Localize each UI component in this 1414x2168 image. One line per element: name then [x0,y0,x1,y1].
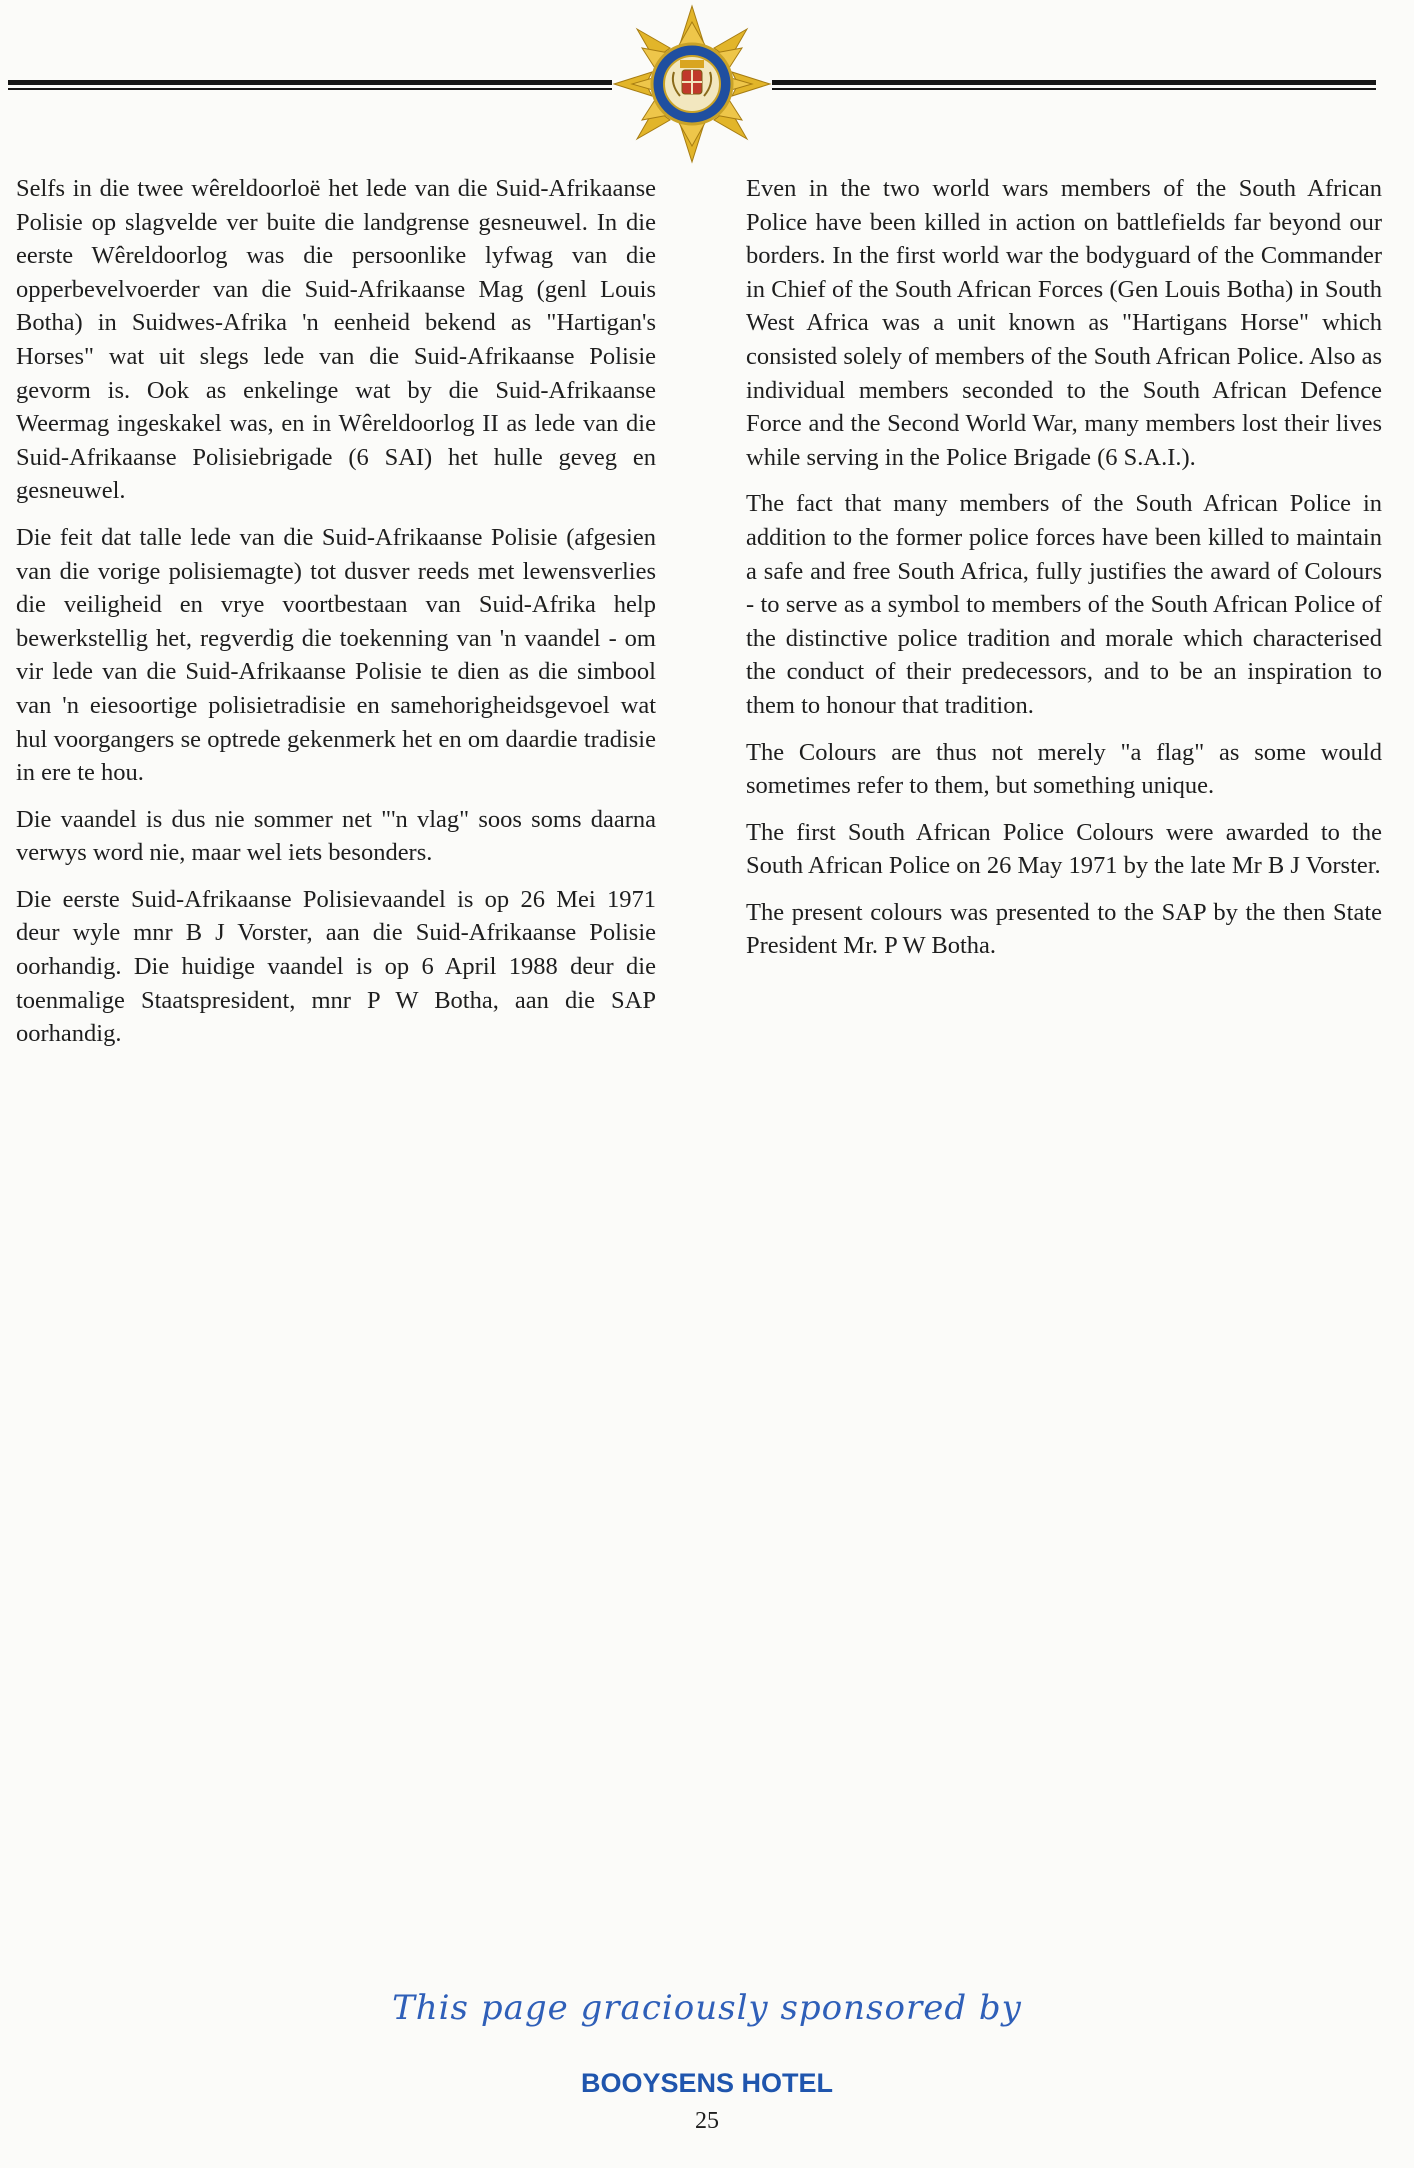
english-paragraph: Even in the two world wars members of the South African Police have been killed in action on battlefields far beyond our borders. In the first world war the bodyguard of the Commander in Chief of the South African Forces (Gen Louis Botha) in South West Africa was a unit known as "Hartigans Horse" which consisted solely of members of the South African Police. Also as individual members seconded to the South African Defence Force and the Second World War, many members lost their lives while serving in the Police Brigade (6 S.A.I.). [746,175,1382,471]
english-paragraph: The first South African Police Colours were awarded to the South African Police on 26 May 1971 by the late Mr B J Vorster. [746,818,1382,880]
english-column [746,172,1382,976]
header-rule-right [772,80,1376,92]
afrikaans-column [16,172,656,1064]
header-rule-left [8,80,612,92]
afrikaans-paragraph: Die feit dat talle lede van die Suid-Afrikaanse Polisie (afgesien van die vorige polisiemagte) tot dusver reeds met lewensverlies die veiligheid en vrye voortbestaan van Suid-Afrika help bewerkstellig het, regverdig die toekenning van 'n vaandel - om vir lede van die Suid-Afrikaanse Polisie te dien as die simbool van 'n eiesoortige polisietradisie en samehorigheidsgevoel wat hul voorgangers se optrede gekenmerk het en om daardie tradisie in ere te hou. [16,523,656,787]
afrikaans-paragraph: Die eerste Suid-Afrikaanse Polisievaandel is op 26 Mei 1971 deur wyle mnr B J Vorster, aan die Suid-Afrikaanse Polisie oorhandig. Die huidige vaandel is op 6 April 1988 deur die toenmalige Staatspresident, mnr P W Botha, aan die SAP oorhandig. [16,885,656,1048]
english-paragraph: The present colours was presented to the SAP by the then State President Mr. P W Botha. [746,898,1382,960]
afrikaans-paragraph: Selfs in die twee wêreldoorloë het lede van die Suid-Afrikaanse Polisie op slagvelde ver buite die landgrense gesneuwel. In die eerste Wêreldoorlog was die persoonlike lyfwag van die opperbevelvoerder van die Suid-Afrikaanse Mag (genl Louis Botha) in Suidwes-Afrika 'n eenheid bekend as "Hartigan's Horses" wat uit slegs lede van die Suid-Afrikaanse Polisie gevorm is. Ook as enkelinge wat by die Suid-Afrikaanse Weermag ingeskakel was, en in Wêreldoorlog II as lede van die Suid-Afrikaanse Polisiebrigade (6 SAI) het hulle geveg en gesneuwel. [16,175,656,505]
afrikaans-paragraph: Die vaandel is dus nie sommer net "'n vlag" soos soms daarna verwys word nie, maar wel iets besonders. [16,805,656,867]
page-number: 25 [695,2108,719,2134]
english-paragraph: The Colours are thus not merely "a flag" as some would sometimes refer to them, but something unique. [746,738,1382,800]
sap-star-emblem-icon [612,4,772,164]
english-paragraph: The fact that many members of the South African Police in addition to the former police forces have been killed to maintain a safe and free South Africa, fully justifies the award of Colours - to serve as a symbol to members of the South African Police of the distinctive police tradition and morale which characterised the conduct of their predecessors, and to be an inspiration to them to honour that tradition. [746,490,1382,719]
sponsor-name: BOOYSENS HOTEL [580,2068,834,2098]
sponsor-line: This page graciously sponsored by [392,1988,1022,2028]
